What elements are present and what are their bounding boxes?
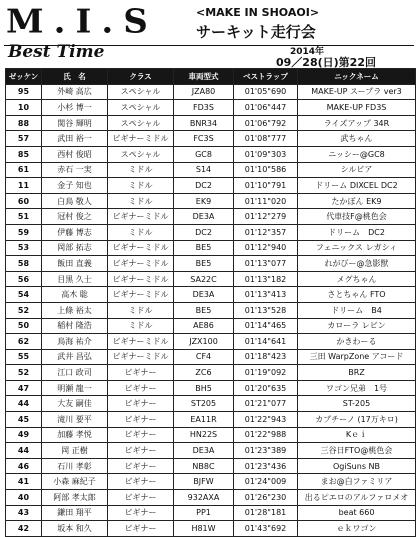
table-row [6, 240, 416, 256]
class-cell: ビギナー [108, 505, 174, 521]
page-header [0, 0, 420, 69]
class-cell: ミドル [108, 224, 174, 240]
nickname-cell: シルビア [298, 162, 416, 178]
best-lap-cell: 01'20"635 [234, 380, 298, 396]
name-cell: 小杉 博一 [42, 100, 108, 116]
best-lap-cell: 01'24"009 [234, 474, 298, 490]
table-row [6, 318, 416, 334]
model-cell: BE5 [174, 240, 234, 256]
nickname-cell: ニッシー@GC8 [298, 146, 416, 162]
class-cell: ミドル [108, 318, 174, 334]
class-cell: ミドル [108, 162, 174, 178]
best-lap-cell: 01'06"792 [234, 115, 298, 131]
best-lap-cell: 01'12"357 [234, 224, 298, 240]
best-lap-cell: 01'28"181 [234, 505, 298, 521]
event-year: 2014年 [290, 47, 325, 57]
number-cell: 88 [6, 115, 42, 131]
name-cell: 鎌田 翔平 [42, 505, 108, 521]
model-cell: DC2 [174, 178, 234, 194]
class-cell: ビギナーミドル [108, 287, 174, 303]
class-cell: ビギナーミドル [108, 256, 174, 272]
table-row [6, 115, 416, 131]
model-cell: ST205 [174, 396, 234, 412]
class-cell: ビギナー [108, 380, 174, 396]
nickname-cell: ドリーム DIXCEL DC2 [298, 178, 416, 194]
nickname-cell: BRZ [298, 365, 416, 381]
name-cell: 阿部 孝太郎 [42, 490, 108, 506]
nickname-cell: まお@白ファミリア [298, 474, 416, 490]
name-cell: 小森 麻紀子 [42, 474, 108, 490]
nickname-cell: フェニックス レガシィ [298, 240, 416, 256]
name-cell: 岡 正樹 [42, 443, 108, 459]
table-row [6, 224, 416, 240]
name-cell: 武井 昌弘 [42, 349, 108, 365]
mis-logo: M.I.S [6, 3, 158, 41]
model-cell: JZX100 [174, 334, 234, 350]
table-row [6, 380, 416, 396]
best-lap-cell: 01'13"528 [234, 302, 298, 318]
class-cell: ミドル [108, 302, 174, 318]
class-cell: ビギナーミドル [108, 349, 174, 365]
class-cell: ビギナー [108, 443, 174, 459]
class-cell: スペシャル [108, 115, 174, 131]
best-lap-cell: 01'21"077 [234, 396, 298, 412]
best-lap-cell: 01'26"230 [234, 490, 298, 506]
name-cell: 岡部 拓志 [42, 240, 108, 256]
name-cell: 上條 裕太 [42, 302, 108, 318]
nickname-cell: ST-205 [298, 396, 416, 412]
event-title: サーキット走行会 [196, 23, 316, 41]
nickname-cell: beat 660 [298, 505, 416, 521]
number-cell: 44 [6, 443, 42, 459]
name-cell: 冠村 俊之 [42, 209, 108, 225]
name-cell: 明瀬 龍一 [42, 380, 108, 396]
class-cell: ビギナー [108, 365, 174, 381]
name-cell: 武田 裕一 [42, 131, 108, 147]
best-lap-cell: 01'06"447 [234, 100, 298, 116]
number-cell: 42 [6, 521, 42, 537]
class-cell: ビギナーミドル [108, 131, 174, 147]
nickname-cell: かきわーる [298, 334, 416, 350]
column-header-number: ゼッケン [6, 69, 42, 85]
number-cell: 51 [6, 209, 42, 225]
number-cell: 47 [6, 380, 42, 396]
best-lap-cell: 01'18"423 [234, 349, 298, 365]
table-row [6, 427, 416, 443]
class-cell: ビギナー [108, 458, 174, 474]
best-lap-cell: 01'11"020 [234, 193, 298, 209]
best-lap-cell: 01'10"791 [234, 178, 298, 194]
class-cell: ビギナーミドル [108, 240, 174, 256]
class-cell: ビギナー [108, 412, 174, 428]
number-cell: 45 [6, 412, 42, 428]
nickname-cell: ｅｋワゴン [298, 521, 416, 537]
number-cell: 58 [6, 256, 42, 272]
nickname-cell: ワゴン兄弟 1号 [298, 380, 416, 396]
column-header-best-lap: ベストラップ [234, 69, 298, 85]
name-cell: 赤石 一実 [42, 162, 108, 178]
model-cell: BH5 [174, 380, 234, 396]
table-row [6, 334, 416, 350]
table-row [6, 396, 416, 412]
nickname-cell: れがびー@急影獣 [298, 256, 416, 272]
best-lap-cell: 01'22"988 [234, 427, 298, 443]
class-cell: スペシャル [108, 84, 174, 100]
number-cell: 85 [6, 146, 42, 162]
nickname-cell: メグちゃん [298, 271, 416, 287]
model-cell: DE3A [174, 209, 234, 225]
table-row [6, 146, 416, 162]
model-cell: PP1 [174, 505, 234, 521]
table-row [6, 505, 416, 521]
name-cell: 白鳥 敬人 [42, 193, 108, 209]
name-cell: 江口 政司 [42, 365, 108, 381]
model-cell: H81W [174, 521, 234, 537]
name-cell: 目黒 久士 [42, 271, 108, 287]
best-lap-cell: 01'22"943 [234, 412, 298, 428]
name-cell: 外崎 高広 [42, 84, 108, 100]
number-cell: 56 [6, 271, 42, 287]
nickname-cell: OgiSuns NB [298, 458, 416, 474]
number-cell: 53 [6, 240, 42, 256]
number-cell: 40 [6, 490, 42, 506]
model-cell: DC2 [174, 224, 234, 240]
name-cell: 坂本 和久 [42, 521, 108, 537]
best-lap-cell: 01'43"692 [234, 521, 298, 537]
model-cell: AE86 [174, 318, 234, 334]
column-header-name: 氏 名 [42, 69, 108, 85]
number-cell: 60 [6, 193, 42, 209]
model-cell: EA11R [174, 412, 234, 428]
nickname-cell: 三谷日FTO@桃色会 [298, 443, 416, 459]
table-row [6, 365, 416, 381]
table-row [6, 521, 416, 537]
name-cell: 西村 俊昭 [42, 146, 108, 162]
best-lap-cell: 01'08"777 [234, 131, 298, 147]
class-cell: ビギナー [108, 396, 174, 412]
best-lap-cell: 01'13"077 [234, 256, 298, 272]
model-cell: DE3A [174, 443, 234, 459]
class-cell: スペシャル [108, 146, 174, 162]
model-cell: NB8C [174, 458, 234, 474]
class-cell: ビギナー [108, 474, 174, 490]
table-row [6, 443, 416, 459]
nickname-cell: ライズアップ 34R [298, 115, 416, 131]
number-cell: 41 [6, 474, 42, 490]
best-lap-cell: 01'14"641 [234, 334, 298, 350]
best-lap-cell: 01'13"182 [234, 271, 298, 287]
table-row [6, 474, 416, 490]
best-lap-cell: 01'23"389 [234, 443, 298, 459]
table-row [6, 209, 416, 225]
event-date-round: 09／28(日)第22回 [276, 56, 376, 69]
best-lap-cell: 01'12"279 [234, 209, 298, 225]
best-time-table [5, 68, 416, 537]
nickname-cell: 代車技F@桃色会 [298, 209, 416, 225]
table-header-row [6, 69, 416, 85]
best-lap-cell: 01'13"413 [234, 287, 298, 303]
model-cell: BNR34 [174, 115, 234, 131]
number-cell: 55 [6, 349, 42, 365]
model-cell: FD3S [174, 100, 234, 116]
table-row [6, 256, 416, 272]
name-cell: 大友 嗣佳 [42, 396, 108, 412]
number-cell: 59 [6, 224, 42, 240]
class-cell: ビギナー [108, 490, 174, 506]
number-cell: 52 [6, 302, 42, 318]
nickname-cell: さとちゃん FTO [298, 287, 416, 303]
nickname-cell: MAKE-UP スープラ ver3 [298, 84, 416, 100]
table-row [6, 287, 416, 303]
nickname-cell: 出るピエロのアルファロメオ [298, 490, 416, 506]
name-cell: 関谷 輝明 [42, 115, 108, 131]
number-cell: 11 [6, 178, 42, 194]
table-row [6, 178, 416, 194]
number-cell: 46 [6, 458, 42, 474]
nickname-cell: 武ちゃん [298, 131, 416, 147]
number-cell: 52 [6, 365, 42, 381]
number-cell: 50 [6, 318, 42, 334]
table-row [6, 490, 416, 506]
nickname-cell: MAKE-UP FD3S [298, 100, 416, 116]
class-cell: ビギナーミドル [108, 334, 174, 350]
best-lap-cell: 01'23"436 [234, 458, 298, 474]
class-cell: ミドル [108, 193, 174, 209]
number-cell: 43 [6, 505, 42, 521]
model-cell: FC3S [174, 131, 234, 147]
name-cell: 稲村 隆浩 [42, 318, 108, 334]
table-row [6, 131, 416, 147]
model-cell: S14 [174, 162, 234, 178]
class-cell: スペシャル [108, 100, 174, 116]
number-cell: 49 [6, 427, 42, 443]
table-row [6, 193, 416, 209]
model-cell: HN22S [174, 427, 234, 443]
best-lap-cell: 01'19"092 [234, 365, 298, 381]
best-lap-cell: 01'05"690 [234, 84, 298, 100]
nickname-cell: カプチーノ (17万キロ) [298, 412, 416, 428]
best-lap-cell: 01'10"586 [234, 162, 298, 178]
nickname-cell: たかぼん EK9 [298, 193, 416, 209]
class-cell: ビギナー [108, 521, 174, 537]
model-cell: BE5 [174, 302, 234, 318]
model-cell: GC8 [174, 146, 234, 162]
name-cell: 石川 孝彰 [42, 458, 108, 474]
model-cell: SA22C [174, 271, 234, 287]
section-title: Best Time [8, 42, 105, 62]
column-header-model: 車両型式 [174, 69, 234, 85]
nickname-cell: ドリーム B4 [298, 302, 416, 318]
best-lap-cell: 01'09"303 [234, 146, 298, 162]
number-cell: 44 [6, 396, 42, 412]
number-cell: 57 [6, 131, 42, 147]
model-cell: BE5 [174, 256, 234, 272]
column-header-nickname: ニックネーム [298, 69, 416, 85]
model-cell: BJFW [174, 474, 234, 490]
class-cell: ビギナーミドル [108, 271, 174, 287]
number-cell: 10 [6, 100, 42, 116]
model-cell: ZC6 [174, 365, 234, 381]
make-in-label: <MAKE IN SHOAOI> [196, 6, 320, 19]
name-cell: 高木 聡 [42, 287, 108, 303]
class-cell: ビギナー [108, 427, 174, 443]
table-row [6, 458, 416, 474]
nickname-cell: ドリーム DC2 [298, 224, 416, 240]
name-cell: 鳥海 祐介 [42, 334, 108, 350]
number-cell: 95 [6, 84, 42, 100]
number-cell: 54 [6, 287, 42, 303]
name-cell: 金子 知也 [42, 178, 108, 194]
class-cell: ビギナーミドル [108, 209, 174, 225]
model-cell: EK9 [174, 193, 234, 209]
model-cell: CF4 [174, 349, 234, 365]
model-cell: 932AXA [174, 490, 234, 506]
name-cell: 伊藤 博志 [42, 224, 108, 240]
nickname-cell: Kｅｉ [298, 427, 416, 443]
number-cell: 62 [6, 334, 42, 350]
model-cell: DE3A [174, 287, 234, 303]
column-header-class: クラス [108, 69, 174, 85]
name-cell: 滝川 要平 [42, 412, 108, 428]
best-lap-cell: 01'14"465 [234, 318, 298, 334]
table-row [6, 162, 416, 178]
table-row [6, 100, 416, 116]
table-row [6, 84, 416, 100]
class-cell: ミドル [108, 178, 174, 194]
nickname-cell: 三田 WarpZone アコード [298, 349, 416, 365]
model-cell: JZA80 [174, 84, 234, 100]
table-row [6, 412, 416, 428]
table-row [6, 271, 416, 287]
name-cell: 加藤 孝悦 [42, 427, 108, 443]
table-row [6, 302, 416, 318]
table-row [6, 349, 416, 365]
number-cell: 61 [6, 162, 42, 178]
nickname-cell: カローラ レビン [298, 318, 416, 334]
best-lap-cell: 01'12"940 [234, 240, 298, 256]
name-cell: 飯田 直義 [42, 256, 108, 272]
